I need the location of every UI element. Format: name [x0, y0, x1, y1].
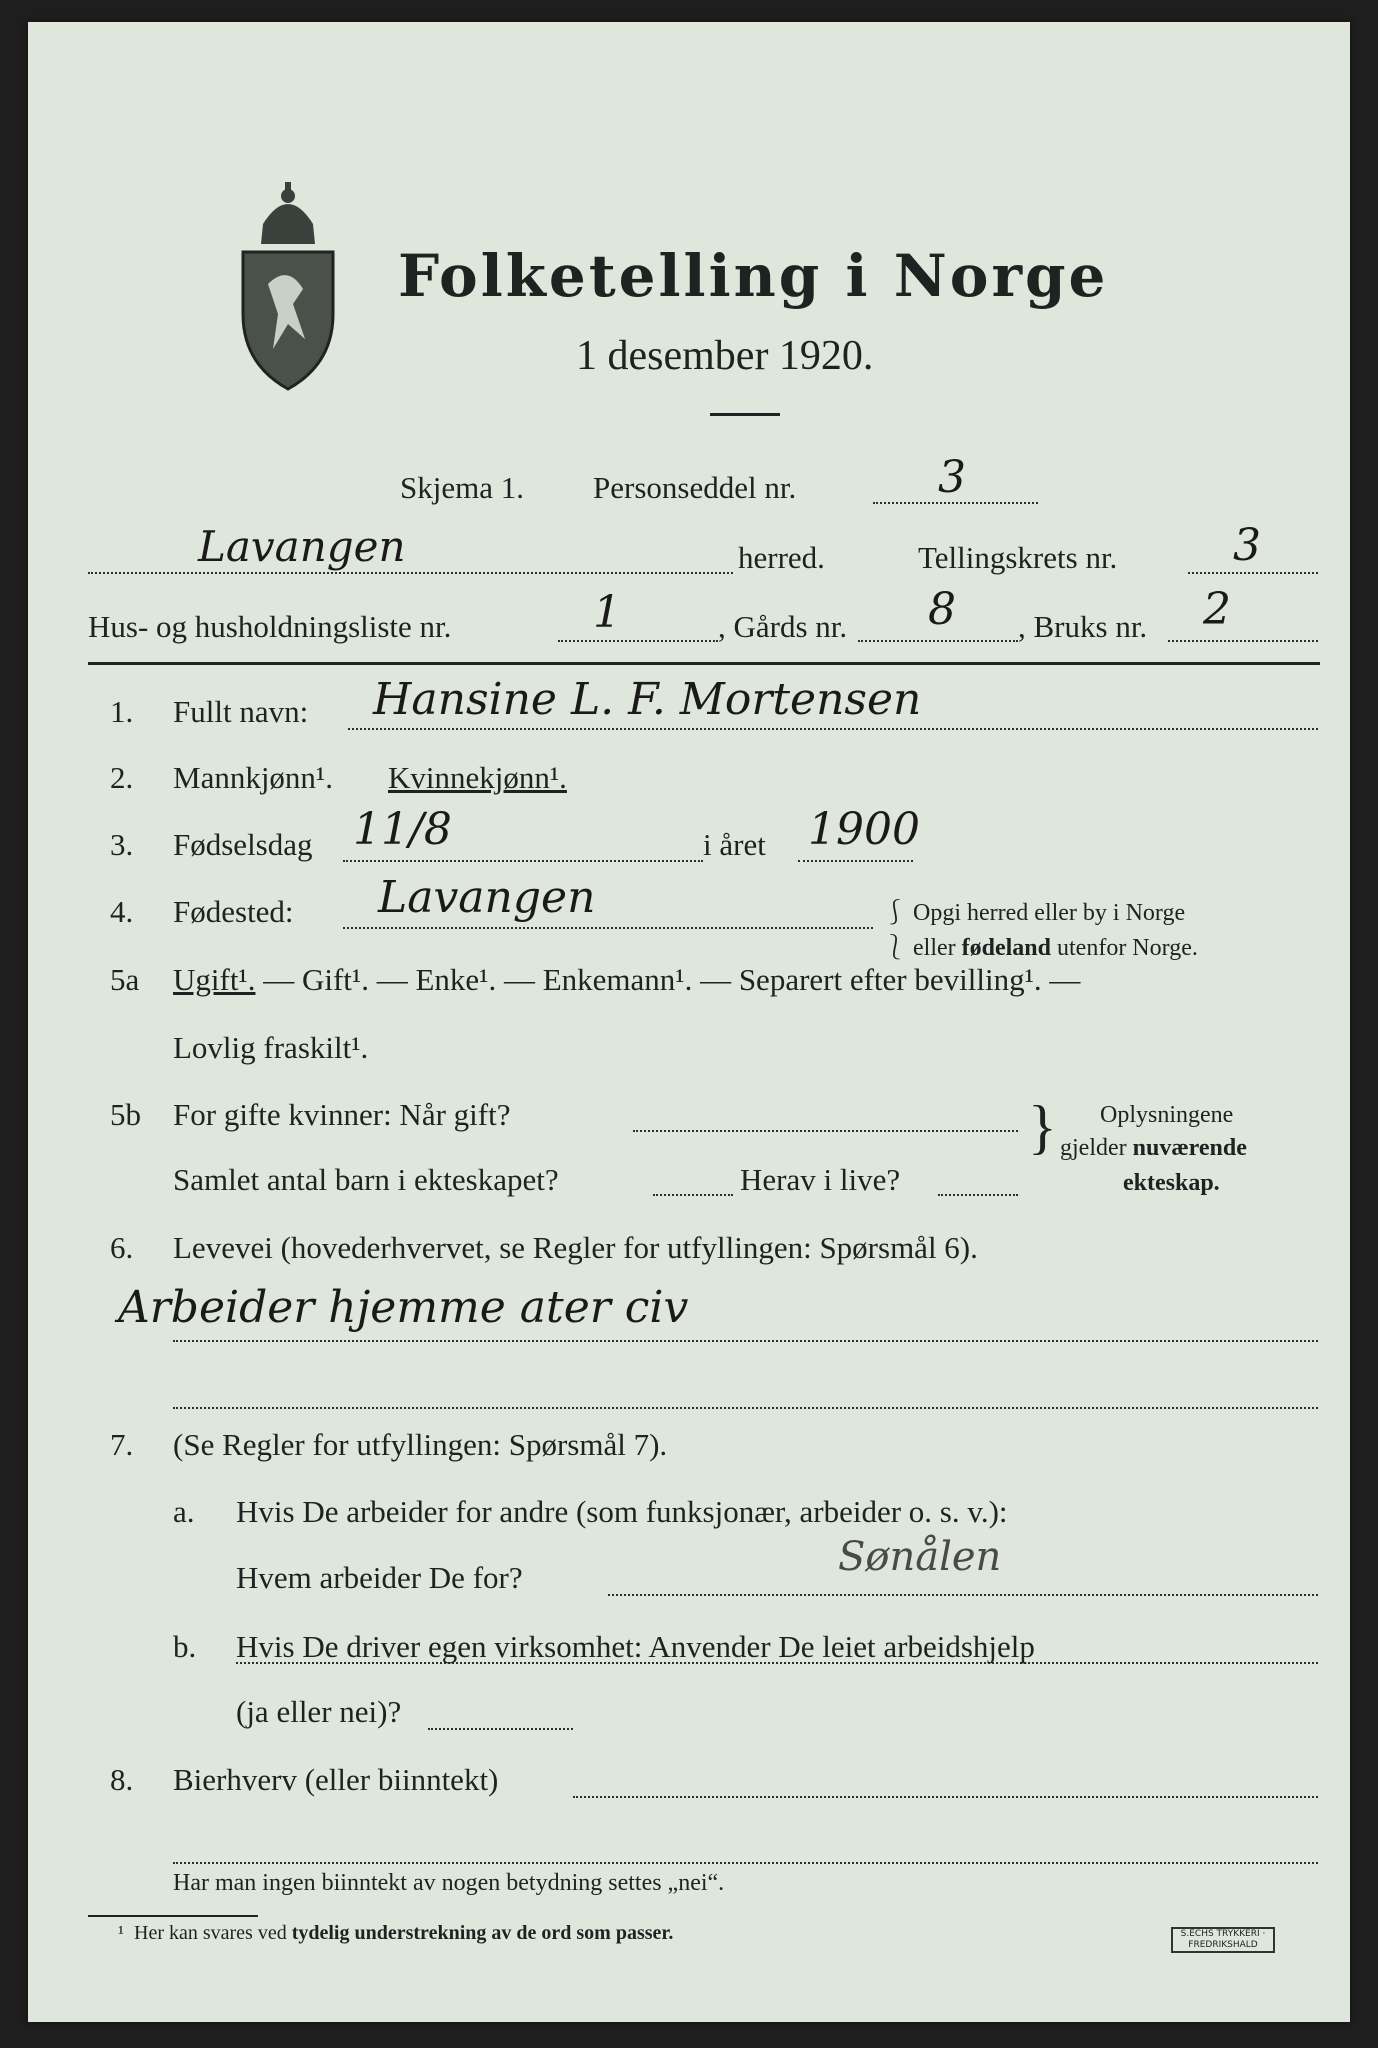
q7b-letter: b.: [173, 1629, 197, 1664]
q5b-live-label: Herav i live?: [740, 1162, 901, 1197]
schema-label: Skjema 1.: [400, 470, 524, 505]
bruks-label: , Bruks nr.: [1018, 609, 1148, 644]
q4-label: Fødested:: [173, 894, 294, 929]
q7-number: 7.: [110, 1427, 134, 1462]
q2-number: 2.: [110, 760, 134, 795]
printer-stamp: S.ECHS TRYKKERI · FREDRIKSHALD: [1171, 1927, 1275, 1953]
footnote-divider: [88, 1915, 258, 1917]
tellingskrets-label: Tellingskrets nr.: [918, 540, 1118, 575]
q8-number: 8.: [110, 1762, 134, 1797]
q4-note-line1: ⎰ Opgi herred eller by i Norge: [883, 900, 1186, 926]
herred-label: herred.: [738, 540, 825, 575]
hus-value: 1: [593, 587, 621, 638]
q3-day-value: 11/8: [353, 804, 452, 855]
q3-year-value: 1900: [808, 804, 920, 855]
q3-number: 3.: [110, 827, 134, 862]
form-date: 1 desember 1920.: [576, 333, 874, 379]
title-divider: [710, 413, 780, 416]
coat-of-arms-icon: [233, 174, 343, 394]
q5b-brace: }: [1028, 1094, 1057, 1160]
bruks-value: 2: [1203, 584, 1231, 635]
tellingskrets-value: 3: [1233, 520, 1261, 571]
q7a-text: Hvis De arbeider for andre (som funksjonær, arbeider o. s. v.):: [236, 1494, 1008, 1529]
hus-label: Hus- og husholdningsliste nr.: [88, 609, 452, 644]
q5b-barn-label: Samlet antal barn i ekteskapet?: [173, 1162, 559, 1197]
q1-value: Hansine L. F. Mortensen: [373, 674, 922, 725]
q5b-number: 5b: [110, 1097, 141, 1132]
q5a-ugift: Ugift¹.: [173, 962, 256, 997]
q4-value: Lavangen: [378, 872, 596, 923]
q7a-who-label: Hvem arbeider De for?: [236, 1560, 523, 1595]
q1-label: Fullt navn:: [173, 694, 309, 729]
q4-note-line2: ⎱ eller fødeland utenfor Norge.: [883, 935, 1198, 961]
q5b-note3: ekteskap.: [1123, 1170, 1220, 1196]
q5a-line2: Lovlig fraskilt¹.: [173, 1030, 369, 1065]
gards-value: 8: [928, 584, 956, 635]
q5a-options: Ugift¹. — Gift¹. — Enke¹. — Enkemann¹. — Separert efter bevilling¹. —: [173, 962, 1081, 997]
q7-label: (Se Regler for utfyllingen: Spørsmål 7).: [173, 1427, 668, 1462]
personseddel-value: 3: [938, 452, 966, 503]
q2-female: Kvinnekjønn¹.: [388, 760, 567, 795]
q7b-text: Hvis De driver egen virksomhet: Anvender De leiet arbeidshjelp: [236, 1629, 1035, 1664]
q6-number: 6.: [110, 1230, 134, 1265]
form-title: Folketelling i Norge: [398, 242, 1109, 310]
census-form: [28, 22, 1350, 2022]
q7a-letter: a.: [173, 1494, 195, 1529]
q5a-number: 5a: [110, 962, 140, 997]
q2-male: Mannkjønn¹.: [173, 760, 333, 795]
header-divider: [88, 662, 1320, 665]
q6-label: Levevei (hovederhvervet, se Regler for utfyllingen: Spørsmål 6).: [173, 1230, 978, 1265]
q3-year-label: i året: [703, 827, 766, 862]
q5b-note2: gjelder nuværende: [1060, 1135, 1247, 1161]
footnote: ¹ Her kan svares ved tydelig understrekning av de ord som passer.: [118, 1922, 674, 1944]
gards-label: , Gårds nr.: [718, 609, 848, 644]
q4-number: 4.: [110, 894, 134, 929]
q7a-value: Sønålen: [838, 1534, 1002, 1580]
herred-value: Lavangen: [198, 522, 406, 571]
nei-note: Har man ingen biinntekt av nogen betydning settes „nei“.: [173, 1870, 725, 1896]
personseddel-label: Personseddel nr.: [593, 470, 797, 505]
q5b-note1: Oplysningene: [1100, 1102, 1234, 1128]
q1-number: 1.: [110, 694, 134, 729]
q3-label: Fødselsdag: [173, 827, 313, 862]
q5b-label: For gifte kvinner: Når gift?: [173, 1097, 511, 1132]
q6-value: Arbeider hjemme ater civ: [118, 1282, 689, 1333]
q8-label: Bierhverv (eller biinntekt): [173, 1762, 499, 1797]
q7b-text2: (ja eller nei)?: [236, 1694, 402, 1729]
